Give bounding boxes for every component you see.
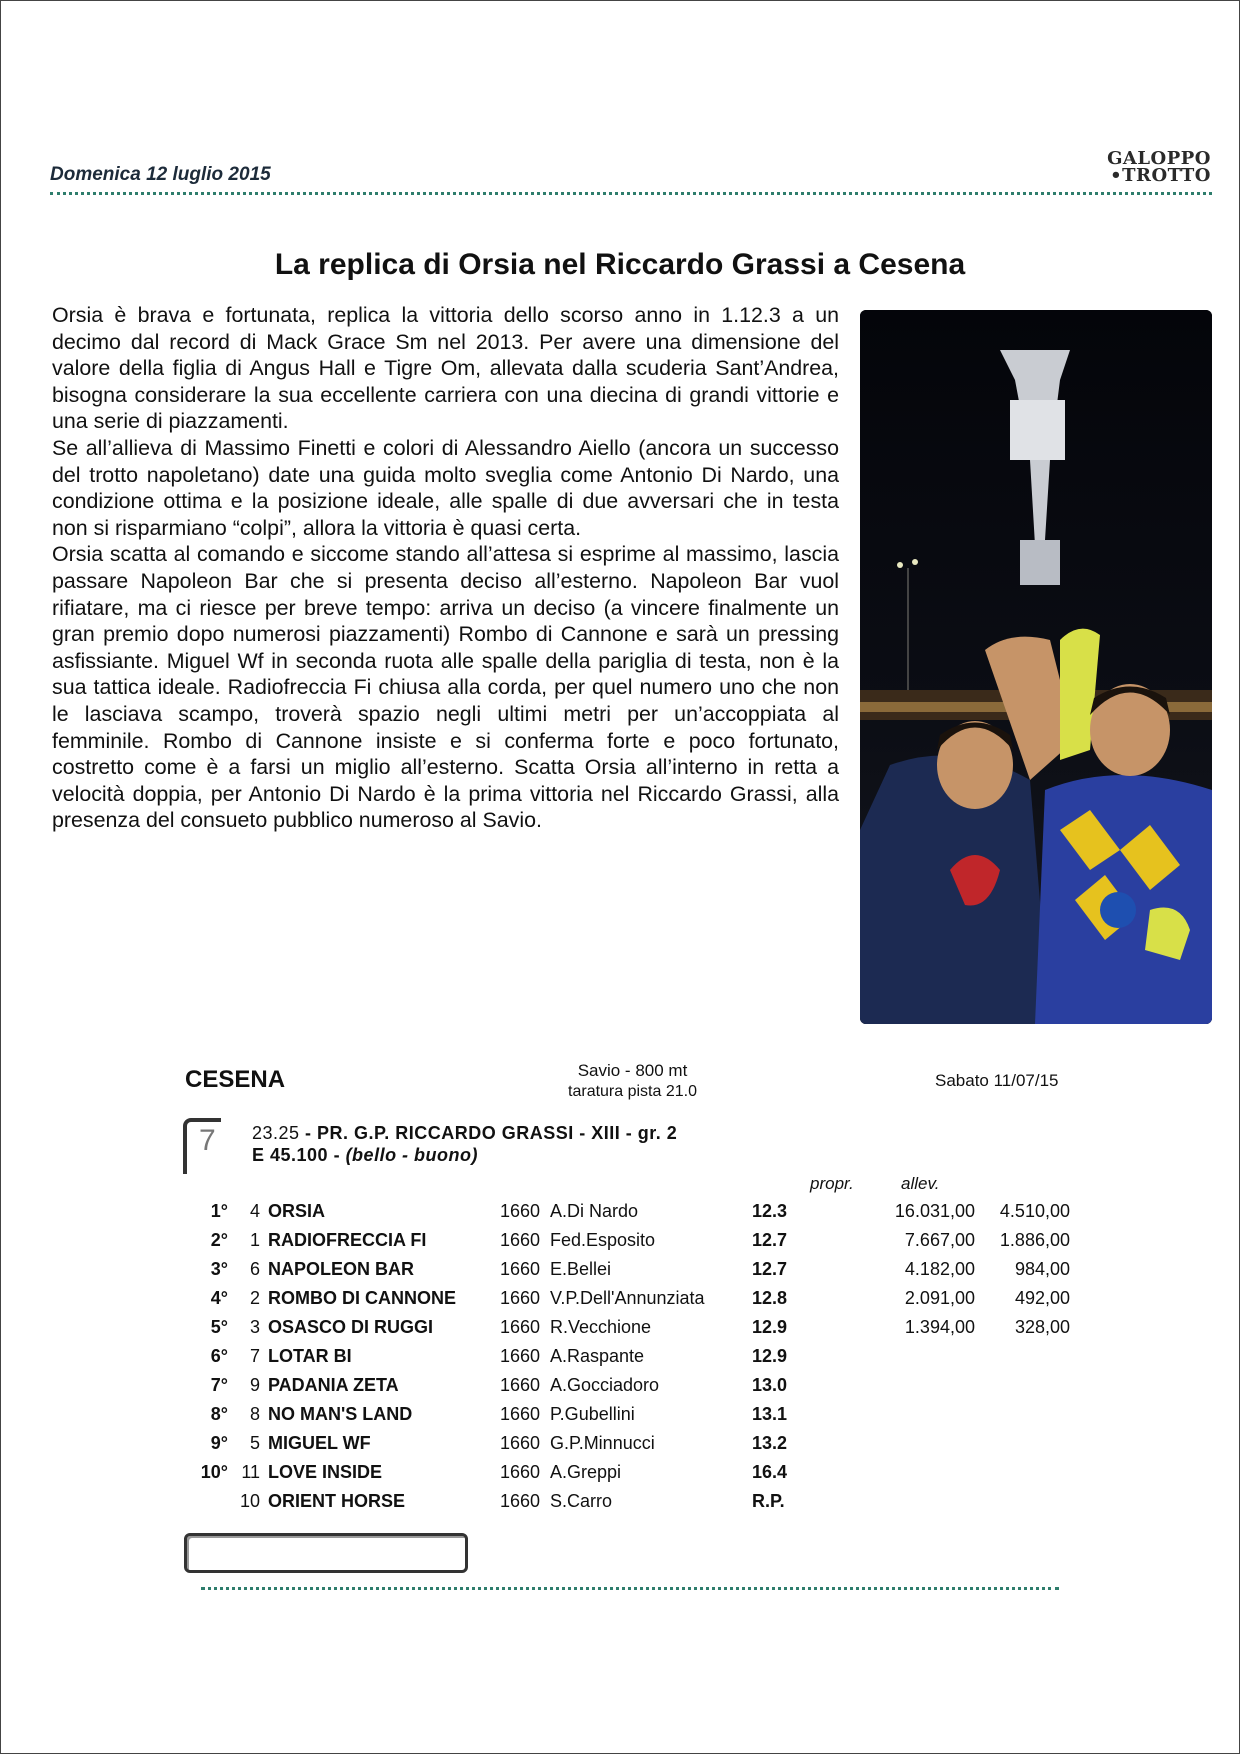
- prize-owner: 1.394,00: [904, 1317, 975, 1337]
- finish-position: 4°: [210, 1288, 228, 1308]
- time: 13.2: [752, 1433, 788, 1453]
- empty-input-box[interactable]: [184, 1533, 468, 1573]
- distance: 1660: [500, 1317, 541, 1337]
- horse-name: NAPOLEON BAR: [268, 1259, 415, 1279]
- logo-line-2: •TROTTO: [1110, 165, 1211, 186]
- race-prize: E 45.100: [252, 1145, 329, 1165]
- table-row: [0, 1230, 1240, 1256]
- distance: 1660: [500, 1201, 541, 1221]
- horse-name: ORSIA: [268, 1201, 326, 1221]
- time: 16.4: [752, 1462, 788, 1482]
- race-number: 7: [199, 1124, 216, 1157]
- table-row: [0, 1491, 1240, 1517]
- distance: 1660: [500, 1433, 541, 1453]
- driver: Fed.Esposito: [550, 1230, 656, 1250]
- driver: P.Gubellini: [550, 1404, 635, 1424]
- driver: V.P.Dell'Annunziata: [550, 1288, 705, 1308]
- race-title-line: 23.25 - PR. G.P. RICCARDO GRASSI - XIII - gr. 2: [252, 1123, 678, 1143]
- time: 13.1: [752, 1404, 788, 1424]
- horse-name: NO MAN'S LAND: [268, 1404, 413, 1424]
- table-row: [0, 1317, 1240, 1343]
- race-date: Sabato 11/07/15: [935, 1071, 1059, 1090]
- time: R.P.: [752, 1491, 785, 1511]
- prize-owner: 16.031,00: [894, 1201, 975, 1221]
- horse-name: PADANIA ZETA: [268, 1375, 399, 1395]
- driver: G.P.Minnucci: [550, 1433, 655, 1453]
- column-header-propr: propr.: [810, 1174, 854, 1193]
- horse-number: 6: [249, 1259, 260, 1279]
- table-row: [0, 1259, 1240, 1285]
- results-venue: CESENA: [185, 1066, 286, 1093]
- column-header-allev: allev.: [901, 1174, 940, 1193]
- prize-owner: 4.182,00: [904, 1259, 975, 1279]
- race-time: 23.25: [252, 1123, 300, 1143]
- table-row: [0, 1433, 1240, 1459]
- race-name: PR. G.P. RICCARDO GRASSI - XIII - gr. 2: [317, 1123, 678, 1143]
- time: 12.7: [752, 1259, 788, 1279]
- track-name: Savio - 800 mt: [577, 1061, 688, 1080]
- header-divider: [50, 192, 1212, 195]
- horse-number: 1: [249, 1230, 260, 1250]
- finish-position: 2°: [210, 1230, 228, 1250]
- finish-position: 9°: [210, 1433, 228, 1453]
- driver: A.Greppi: [550, 1462, 622, 1482]
- race-prize-line: E 45.100 - (bello - buono): [252, 1145, 479, 1165]
- table-row: [0, 1462, 1240, 1488]
- horse-number: 4: [249, 1201, 260, 1221]
- prize-owner: 7.667,00: [904, 1230, 975, 1250]
- driver: R.Vecchione: [550, 1317, 652, 1337]
- horse-number: 2: [249, 1288, 260, 1308]
- distance: 1660: [500, 1230, 541, 1250]
- prize-owner: 2.091,00: [904, 1288, 975, 1308]
- horse-number: 3: [249, 1317, 260, 1337]
- article-headline: La replica di Orsia nel Riccardo Grassi a Cesena: [274, 248, 966, 281]
- publication-date: Domenica 12 luglio 2015: [50, 164, 271, 185]
- track-calibration: taratura pista 21.0: [568, 1083, 697, 1100]
- distance: 1660: [500, 1346, 541, 1366]
- time: 12.3: [752, 1201, 788, 1221]
- distance: 1660: [500, 1375, 541, 1395]
- horse-name: ROMBO DI CANNONE: [268, 1288, 456, 1308]
- horse-number: 8: [249, 1404, 260, 1424]
- horse-number: 11: [241, 1462, 260, 1482]
- finish-position: 6°: [210, 1346, 228, 1366]
- distance: 1660: [500, 1288, 541, 1308]
- horse-number: 7: [249, 1346, 260, 1366]
- finish-position: 3°: [210, 1259, 228, 1279]
- distance: 1660: [500, 1491, 541, 1511]
- horse-number: 10: [239, 1491, 260, 1511]
- driver: A.Raspante: [550, 1346, 645, 1366]
- table-row: [0, 1404, 1240, 1430]
- horse-name: ORIENT HORSE: [268, 1491, 406, 1511]
- newspaper-logo: [1105, 150, 1211, 184]
- footer-divider: [201, 1587, 1059, 1590]
- finish-position: 7°: [210, 1375, 228, 1395]
- driver: S.Carro: [550, 1491, 613, 1511]
- table-row: [0, 1201, 1240, 1227]
- table-row: [0, 1288, 1240, 1314]
- driver: A.Di Nardo: [550, 1201, 639, 1221]
- prize-breeder: 328,00: [1014, 1317, 1070, 1337]
- time: 13.0: [752, 1375, 788, 1395]
- horse-number: 5: [249, 1433, 260, 1453]
- article-paragraph: Orsia è brava e fortunata, replica la vittoria dello scorso anno in 1.12.3 a un decimo dal record di Mack Grace Sm nel 2013. Per avere una dimensione del valore della figlia di Angus Hall e Tigre Om, allevata dalla scuderia Sant’Andrea, bisogna considerare la sua eccellente carriera con una diecina di grandi vittorie e una serie di piazzamenti.: [52, 303, 839, 434]
- horse-name: LOTAR BI: [268, 1346, 352, 1366]
- time: 12.8: [752, 1288, 788, 1308]
- logo-line-1: GALOPPO: [1107, 148, 1211, 169]
- article-paragraph: Se all’allieva di Massimo Finetti e colori di Alessandro Aiello (ancora un successo del trotto napoletano) date una guida molto sveglia come Antonio Di Nardo, una condizione ottima e la posizione ideale, alle spalle di due avversari che in testa non si risparmiano “colpi”, allora la vittoria è quasi certa.: [52, 435, 839, 540]
- article-paragraph: Orsia scatta al comando e siccome stando all’attesa si esprime al massimo, lascia passare Napoleon Bar che si presenta deciso all’esterno. Napoleon Bar vuol rifiatare, ma ci riesce per breve tempo: arriva un deciso (a vincere finalmente un gran premio dopo numerosi piazzamenti) Rombo di Cannone e sarà un pressing asfissiante. Miguel Wf in seconda ruota alle spalle della pariglia di testa, non è la sua tattica ideale. Radiofreccia Fi chiusa alla corda, per quel numero uno che non le lasciava scampo, troverà spazio negli ultimi metri per un’accoppiata al femminile. Rombo di Cannone insiste e si conferma forte e poco fortunato, costretto come è a farsi un miglio all’esterno. Scatta Orsia all’interno in retta a velocità doppia, per Antonio Di Nardo è la prima vittoria nel Riccardo Grassi, alla presenza del consueto pubblico numeroso al Savio.: [52, 542, 839, 833]
- driver: E.Bellei: [550, 1259, 612, 1279]
- driver: A.Gocciadoro: [550, 1375, 660, 1395]
- prize-breeder: 1.886,00: [999, 1230, 1070, 1250]
- article-photo: [860, 310, 1212, 1024]
- finish-position: 8°: [210, 1404, 228, 1424]
- time: 12.9: [752, 1346, 788, 1366]
- finish-position: 10°: [200, 1462, 228, 1482]
- prize-breeder: 4.510,00: [999, 1201, 1070, 1221]
- time: 12.9: [752, 1317, 788, 1337]
- horse-name: MIGUEL WF: [268, 1433, 371, 1453]
- race-conditions: (bello - buono): [345, 1145, 479, 1165]
- track-info: [540, 1060, 725, 1102]
- time: 12.7: [752, 1230, 788, 1250]
- horse-number: 9: [249, 1375, 260, 1395]
- distance: 1660: [500, 1259, 541, 1279]
- distance: 1660: [500, 1462, 541, 1482]
- horse-name: RADIOFRECCIA FI: [268, 1230, 427, 1250]
- finish-position: 1°: [210, 1201, 228, 1221]
- prize-breeder: 492,00: [1014, 1288, 1070, 1308]
- table-row: [0, 1346, 1240, 1372]
- distance: 1660: [500, 1404, 541, 1424]
- horse-name: LOVE INSIDE: [268, 1462, 383, 1482]
- finish-position: 5°: [210, 1317, 228, 1337]
- table-row: [0, 1375, 1240, 1401]
- article-body: [52, 302, 839, 834]
- horse-name: OSASCO DI RUGGI: [268, 1317, 434, 1337]
- prize-breeder: 984,00: [1014, 1259, 1070, 1279]
